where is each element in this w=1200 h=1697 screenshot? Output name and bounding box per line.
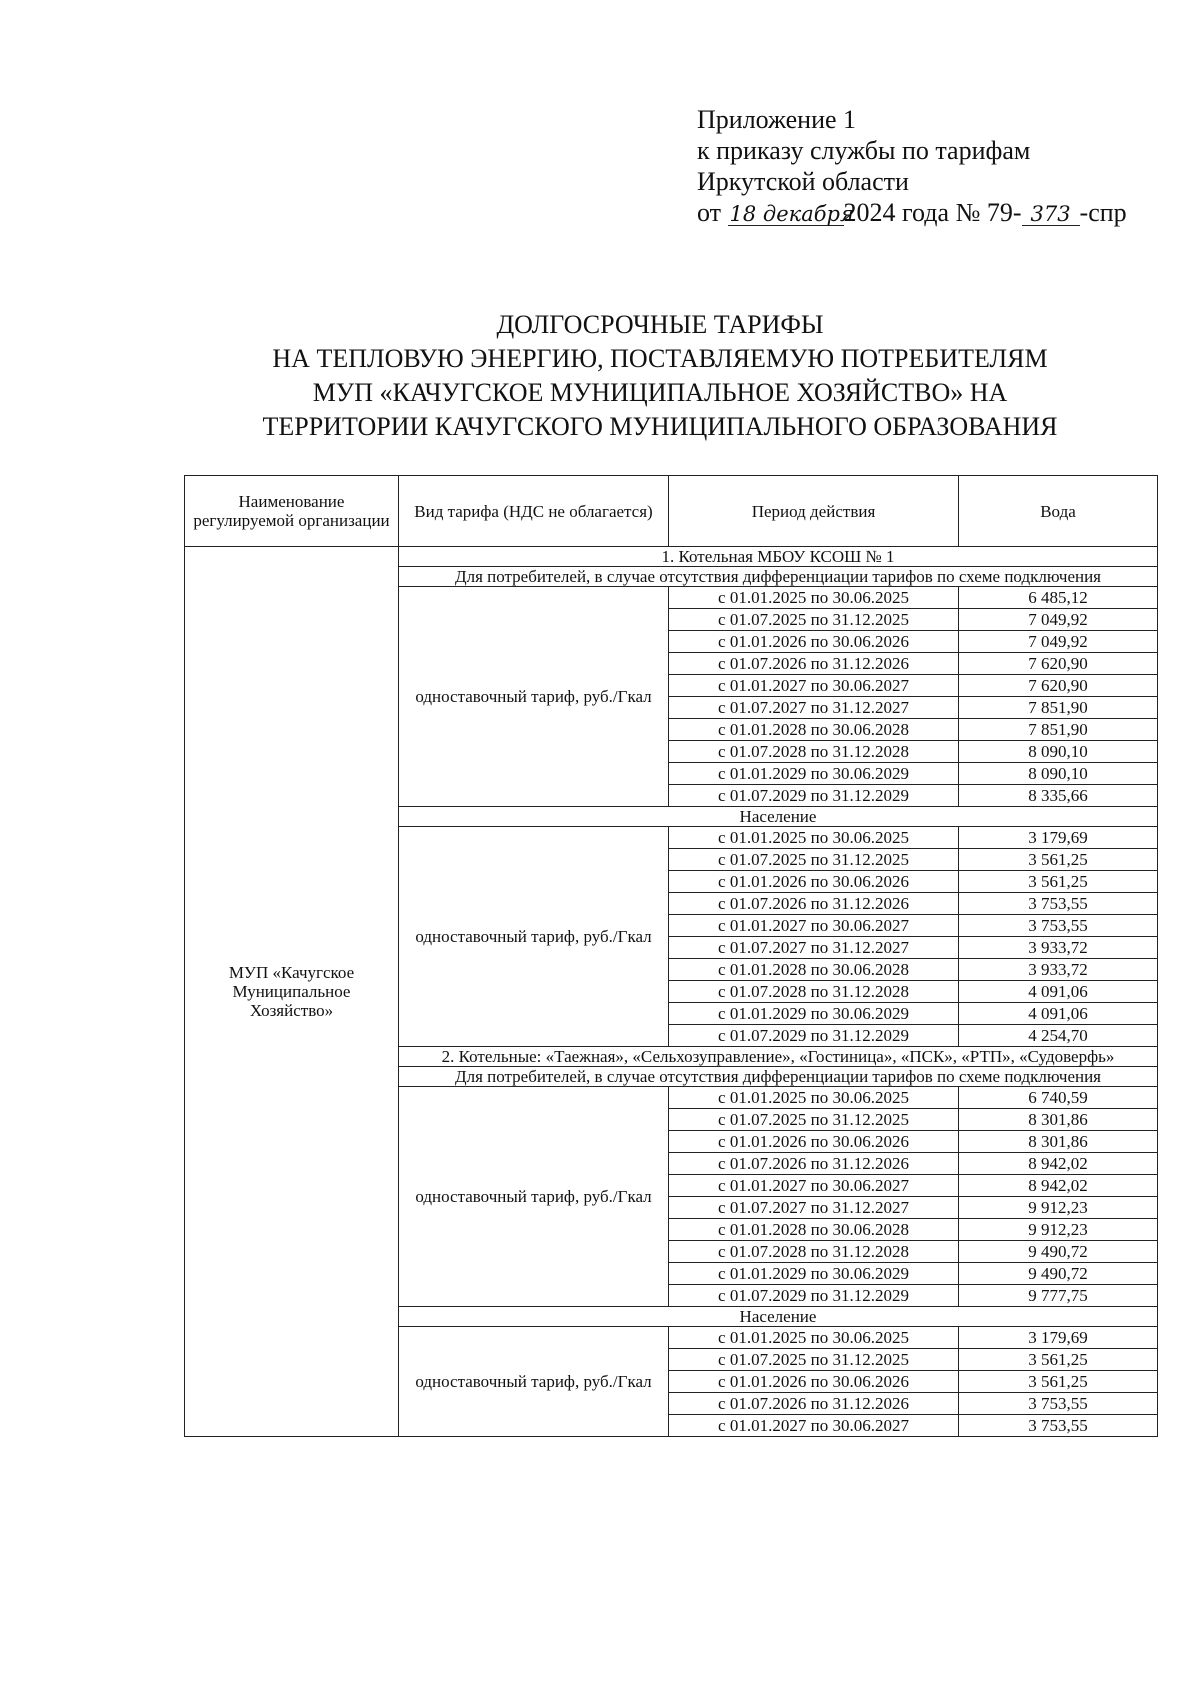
value-cell: 8 942,02	[959, 1175, 1158, 1197]
value-cell: 3 561,25	[959, 871, 1158, 893]
value-cell: 6 740,59	[959, 1087, 1158, 1109]
period-cell: с 01.07.2025 по 31.12.2025	[669, 849, 959, 871]
tariff-type-cell: одноставочный тариф, руб./Гкал	[399, 1327, 669, 1437]
value-cell: 9 490,72	[959, 1241, 1158, 1263]
value-cell: 7 620,90	[959, 675, 1158, 697]
tariff-type-cell: одноставочный тариф, руб./Гкал	[399, 1087, 669, 1307]
period-cell: с 01.07.2027 по 31.12.2027	[669, 697, 959, 719]
appendix-prefix: от	[697, 198, 722, 227]
period-cell: с 01.01.2028 по 30.06.2028	[669, 1219, 959, 1241]
value-cell: 7 049,92	[959, 631, 1158, 653]
header-value: Вода	[959, 476, 1158, 547]
value-cell: 3 753,55	[959, 915, 1158, 937]
value-cell: 8 301,86	[959, 1109, 1158, 1131]
period-cell: с 01.07.2026 по 31.12.2026	[669, 653, 959, 675]
period-cell: с 01.01.2025 по 30.06.2025	[669, 1087, 959, 1109]
period-cell: с 01.01.2029 по 30.06.2029	[669, 1003, 959, 1025]
period-cell: с 01.01.2026 по 30.06.2026	[669, 1371, 959, 1393]
period-cell: с 01.01.2027 по 30.06.2027	[669, 675, 959, 697]
handwritten-date: 18 декабря	[729, 202, 854, 226]
document-title	[160, 308, 1160, 444]
period-cell: с 01.07.2028 по 31.12.2028	[669, 741, 959, 763]
period-cell: с 01.01.2026 по 30.06.2026	[669, 1131, 959, 1153]
section-row	[185, 547, 1158, 567]
period-cell: с 01.07.2029 по 31.12.2029	[669, 785, 959, 807]
value-cell: 7 049,92	[959, 609, 1158, 631]
tariff-type-cell: одноставочный тариф, руб./Гкал	[399, 827, 669, 1047]
value-cell: 3 561,25	[959, 1371, 1158, 1393]
value-cell: 4 091,06	[959, 1003, 1158, 1025]
section-title: 2. Котельные: «Таежная», «Сельхозуправление», «Гостиница», «ПСК», «РТП», «Судоверфь»	[399, 1047, 1158, 1067]
period-cell: с 01.07.2028 по 31.12.2028	[669, 1241, 959, 1263]
appendix-line-3: Иркутской области	[697, 167, 909, 196]
period-cell: с 01.07.2026 по 31.12.2026	[669, 1153, 959, 1175]
tariff-table-body	[185, 547, 1158, 1437]
header-period: Период действия	[669, 476, 959, 547]
appendix-line-2: к приказу службы по тарифам	[697, 136, 1031, 165]
value-cell: 7 851,90	[959, 719, 1158, 741]
value-cell: 8 090,10	[959, 763, 1158, 785]
title-line-4: ТЕРРИТОРИИ КАЧУГСКОГО МУНИЦИПАЛЬНОГО ОБРАЗОВАНИЯ	[262, 412, 1058, 441]
appendix-year: 2024 года № 79-	[843, 198, 1022, 227]
handwritten-number: 373	[1022, 203, 1080, 226]
value-cell: 4 091,06	[959, 981, 1158, 1003]
consumer-group-title: Население	[399, 807, 1158, 827]
consumer-group-title: Для потребителей, в случае отсутствия дифференциации тарифов по схеме подключения	[399, 567, 1158, 587]
period-cell: с 01.07.2025 по 31.12.2025	[669, 1349, 959, 1371]
title-line-3: МУП «КАЧУГСКОЕ МУНИЦИПАЛЬНОЕ ХОЗЯЙСТВО» НА	[312, 378, 1008, 407]
period-cell: с 01.01.2029 по 30.06.2029	[669, 763, 959, 785]
value-cell: 3 561,25	[959, 1349, 1158, 1371]
value-cell: 4 254,70	[959, 1025, 1158, 1047]
period-cell: с 01.07.2025 по 31.12.2025	[669, 1109, 959, 1131]
tariff-type-cell: одноставочный тариф, руб./Гкал	[399, 587, 669, 807]
period-cell: с 01.07.2026 по 31.12.2026	[669, 1393, 959, 1415]
header-tariff-type: Вид тарифа (НДС не облагается)	[399, 476, 669, 547]
table-header-row	[185, 476, 1158, 547]
period-cell: с 01.01.2028 по 30.06.2028	[669, 959, 959, 981]
value-cell: 3 561,25	[959, 849, 1158, 871]
organization-cell: МУП «Качугское Муниципальное Хозяйство»	[185, 547, 399, 1437]
period-cell: с 01.01.2027 по 30.06.2027	[669, 1415, 959, 1437]
value-cell: 9 777,75	[959, 1285, 1158, 1307]
period-cell: с 01.07.2026 по 31.12.2026	[669, 893, 959, 915]
value-cell: 9 912,23	[959, 1197, 1158, 1219]
period-cell: с 01.01.2027 по 30.06.2027	[669, 915, 959, 937]
period-cell: с 01.01.2025 по 30.06.2025	[669, 827, 959, 849]
section-title: 1. Котельная МБОУ КСОШ № 1	[399, 547, 1158, 567]
value-cell: 3 933,72	[959, 937, 1158, 959]
period-cell: с 01.07.2027 по 31.12.2027	[669, 937, 959, 959]
value-cell: 3 753,55	[959, 893, 1158, 915]
period-cell: с 01.07.2025 по 31.12.2025	[669, 609, 959, 631]
tariff-table	[184, 475, 1158, 1437]
value-cell: 9 490,72	[959, 1263, 1158, 1285]
consumer-group-title: Население	[399, 1307, 1158, 1327]
value-cell: 8 090,10	[959, 741, 1158, 763]
appendix-line-4	[697, 197, 1127, 228]
value-cell: 3 753,55	[959, 1415, 1158, 1437]
value-cell: 7 620,90	[959, 653, 1158, 675]
period-cell: с 01.07.2029 по 31.12.2029	[669, 1285, 959, 1307]
period-cell: с 01.01.2026 по 30.06.2026	[669, 631, 959, 653]
appendix-suffix: -спр	[1079, 198, 1127, 227]
value-cell: 8 335,66	[959, 785, 1158, 807]
value-cell: 3 933,72	[959, 959, 1158, 981]
period-cell: с 01.01.2025 по 30.06.2025	[669, 1327, 959, 1349]
value-cell: 8 942,02	[959, 1153, 1158, 1175]
value-cell: 3 179,69	[959, 827, 1158, 849]
period-cell: с 01.07.2027 по 31.12.2027	[669, 1197, 959, 1219]
period-cell: с 01.01.2026 по 30.06.2026	[669, 871, 959, 893]
value-cell: 3 753,55	[959, 1393, 1158, 1415]
value-cell: 9 912,23	[959, 1219, 1158, 1241]
appendix-block	[697, 104, 1127, 228]
period-cell: с 01.01.2029 по 30.06.2029	[669, 1263, 959, 1285]
period-cell: с 01.07.2029 по 31.12.2029	[669, 1025, 959, 1047]
period-cell: с 01.01.2028 по 30.06.2028	[669, 719, 959, 741]
period-cell: с 01.01.2025 по 30.06.2025	[669, 587, 959, 609]
value-cell: 3 179,69	[959, 1327, 1158, 1349]
period-cell: с 01.07.2028 по 31.12.2028	[669, 981, 959, 1003]
value-cell: 6 485,12	[959, 587, 1158, 609]
header-org: Наименование регулируемой организации	[185, 476, 399, 547]
value-cell: 8 301,86	[959, 1131, 1158, 1153]
title-line-1: ДОЛГОСРОЧНЫЕ ТАРИФЫ	[496, 310, 824, 339]
title-line-2: НА ТЕПЛОВУЮ ЭНЕРГИЮ, ПОСТАВЛЯЕМУЮ ПОТРЕБИТЕЛЯМ	[272, 344, 1048, 373]
value-cell: 7 851,90	[959, 697, 1158, 719]
consumer-group-title: Для потребителей, в случае отсутствия дифференциации тарифов по схеме подключения	[399, 1067, 1158, 1087]
appendix-line-1: Приложение 1	[697, 105, 857, 134]
period-cell: с 01.01.2027 по 30.06.2027	[669, 1175, 959, 1197]
